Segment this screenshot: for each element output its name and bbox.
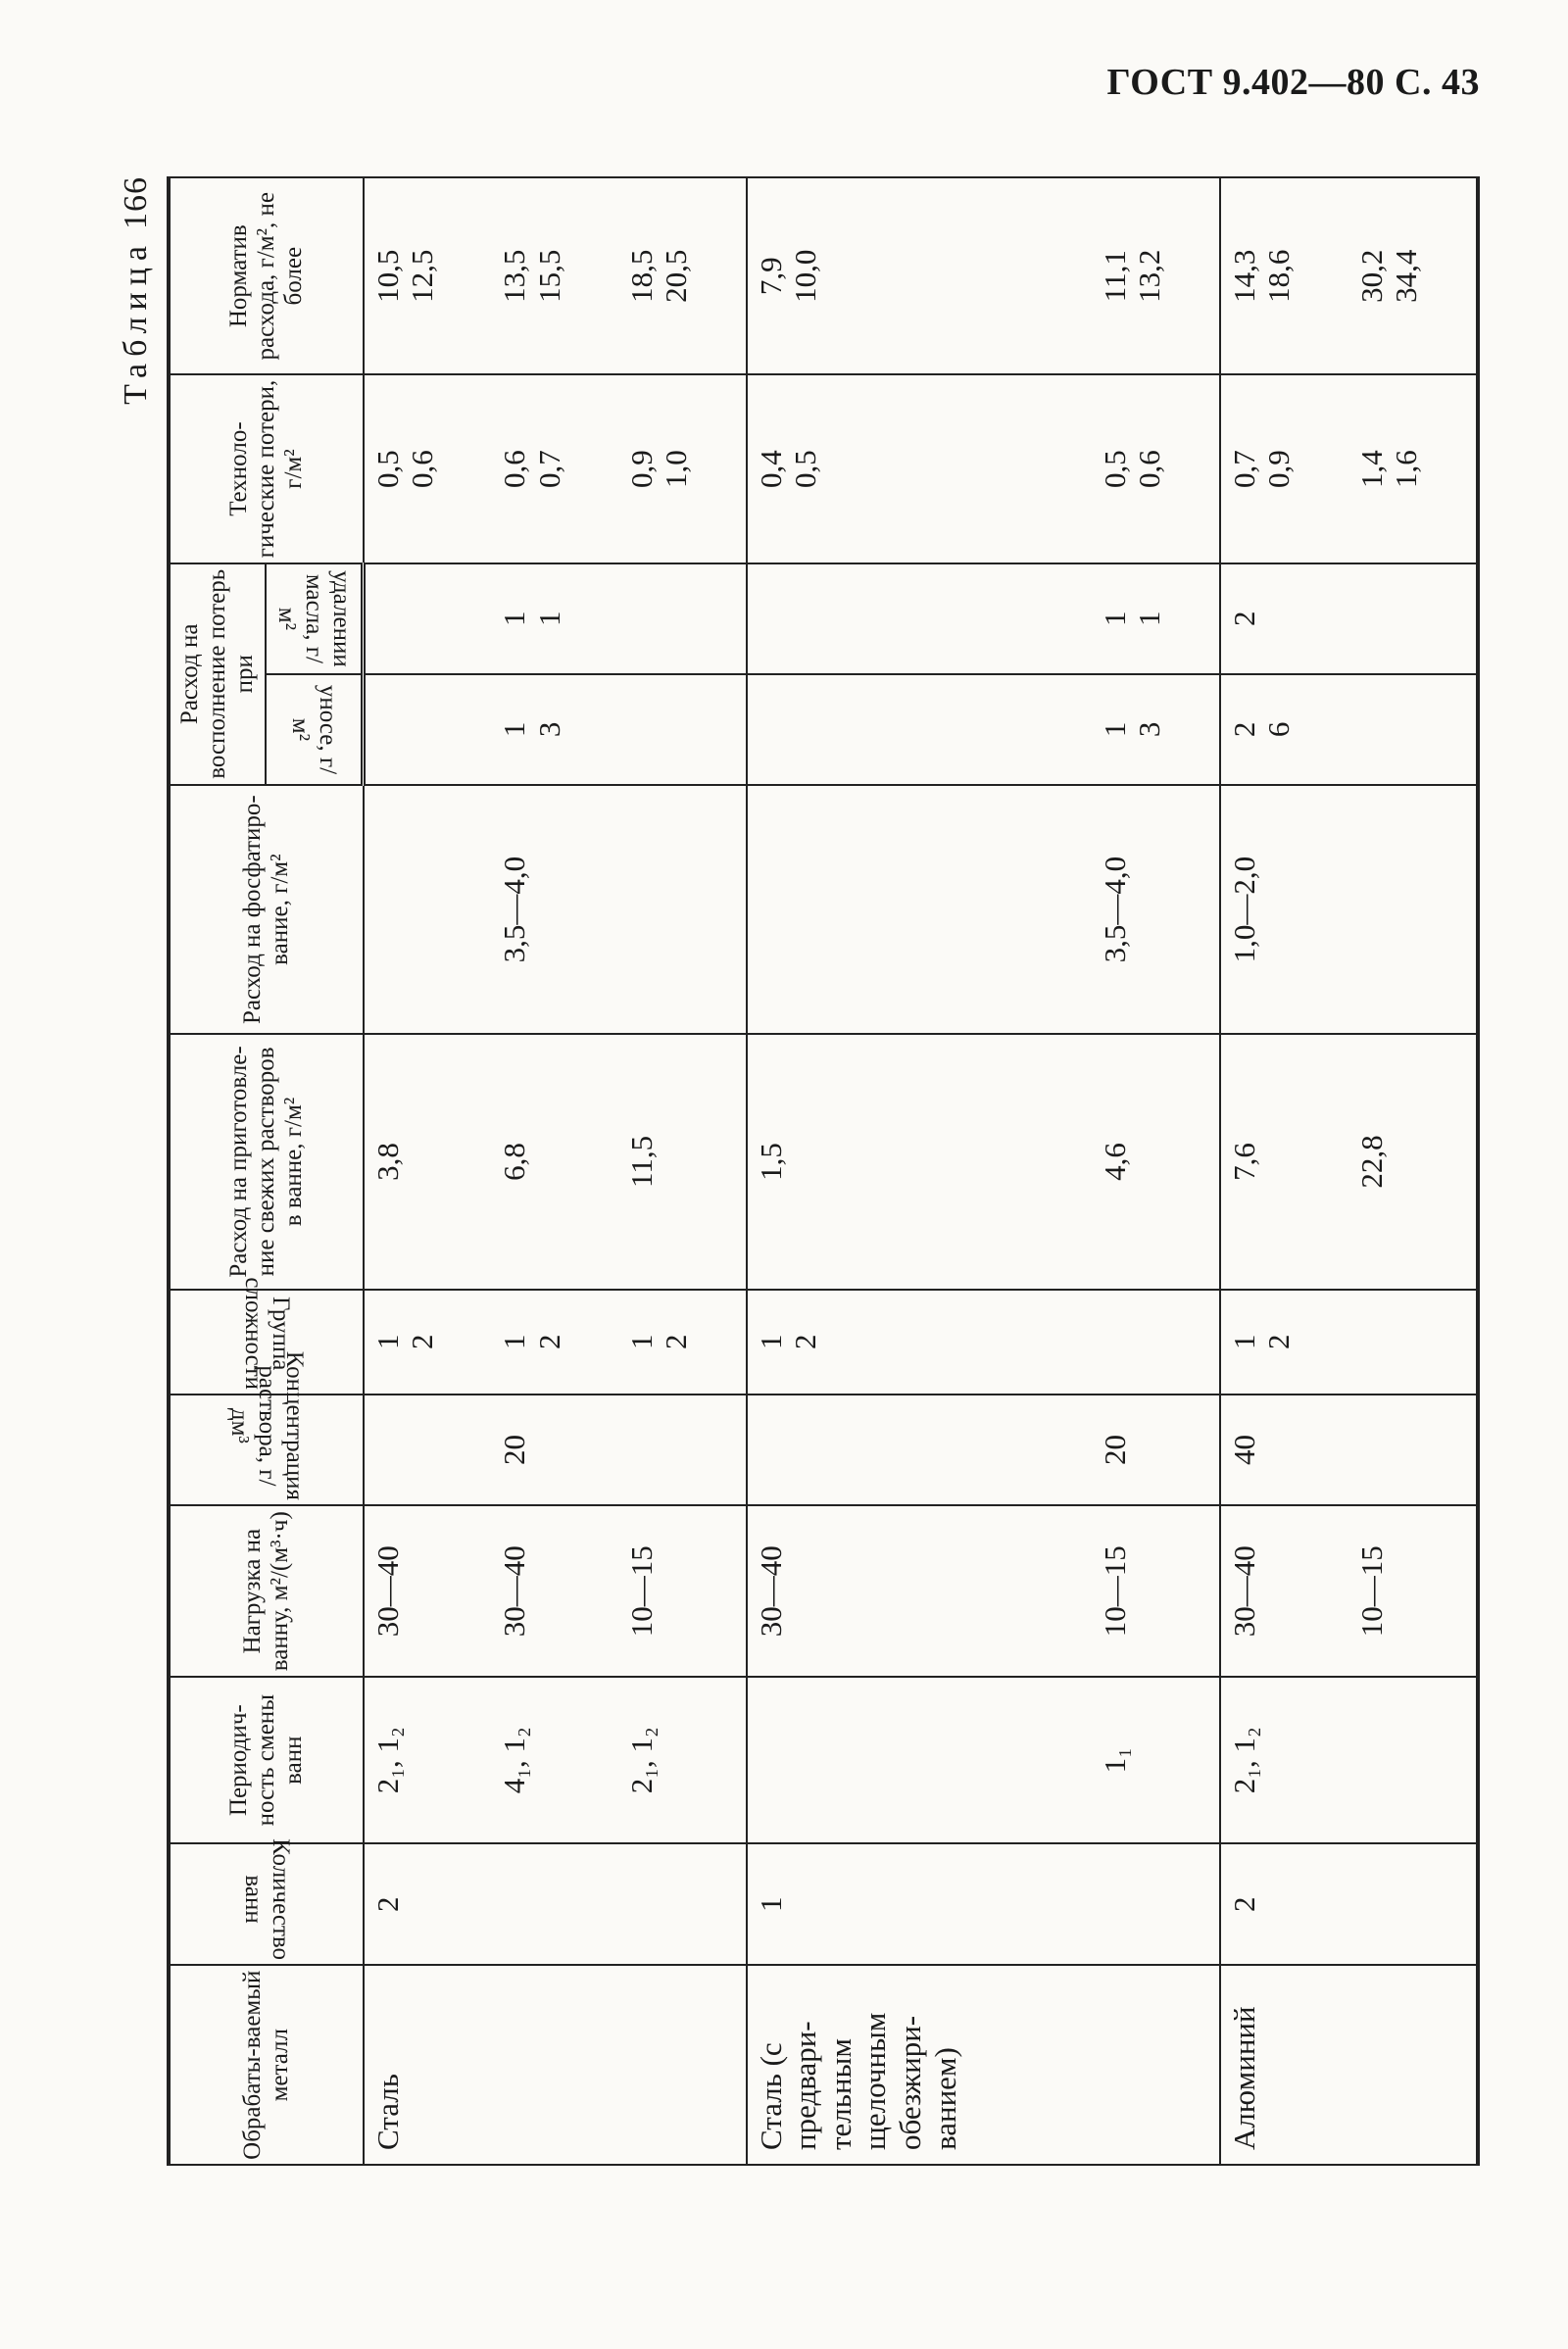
cell-load: 10—15 — [1092, 1505, 1220, 1677]
col-metal-header: Обрабаты-ваемый металл — [169, 1965, 364, 2165]
cell-load: 30—40 — [1220, 1505, 1348, 1677]
cell-carryover: 1 3 — [1092, 674, 1220, 785]
col-complexity-group-header: Группа сложности — [169, 1290, 364, 1395]
cell-load: 30—40 — [364, 1505, 492, 1677]
cell-bath-count: 2 — [364, 1843, 492, 1965]
page-header: ГОСТ 9.402—80 С. 43 — [1106, 62, 1480, 103]
col-change-period-header: Периодич-ность смены ванн — [169, 1677, 364, 1843]
cell-carryover — [1348, 674, 1479, 785]
cell-tech-losses: 0,7 0,9 — [1220, 374, 1348, 563]
cell-carryover: 1 3 — [491, 674, 617, 785]
cell-concentration — [1348, 1395, 1479, 1505]
cell-concentration — [747, 1395, 1092, 1505]
cell-metal: Сталь (с предвари-тельным щелочным обезжири-ванием) — [747, 1965, 1092, 2165]
cell-tech-losses: 1,4 1,6 — [1348, 374, 1479, 563]
cell-concentration: 20 — [1092, 1395, 1220, 1505]
cell-change-period: 2₁, 1₂ — [618, 1677, 747, 1843]
cell-complexity-group — [1092, 1290, 1220, 1395]
cell-metal: Алюминий — [1220, 1965, 1348, 2165]
cell-metal: Сталь — [364, 1965, 492, 2165]
cell-change-period — [747, 1677, 1092, 1843]
cell-phosphating — [618, 785, 747, 1034]
cell-oil-removal — [618, 563, 747, 674]
cell-norm: 30,2 34,4 — [1348, 177, 1479, 374]
consumption-table — [167, 176, 1480, 2166]
cell-bath-count — [491, 1843, 617, 1965]
cell-complexity-group: 1 2 — [618, 1290, 747, 1395]
cell-fresh-solution: 1,5 — [747, 1034, 1092, 1289]
cell-norm: 14,3 18,6 — [1220, 177, 1348, 374]
col-norm-header: Норматив расхода, г/м², не более — [169, 177, 364, 374]
cell-bath-count: 2 — [1220, 1843, 1348, 1965]
cell-concentration: 40 — [1220, 1395, 1348, 1505]
cell-bath-count: 1 — [747, 1843, 1092, 1965]
cell-metal — [618, 1965, 747, 2165]
cell-fresh-solution: 11,5 — [618, 1034, 747, 1289]
cell-tech-losses: 0,5 0,6 — [1092, 374, 1220, 563]
cell-change-period: 1₁ — [1092, 1677, 1220, 1843]
cell-load: 30—40 — [491, 1505, 617, 1677]
table-title — [118, 176, 157, 405]
cell-oil-removal — [364, 563, 492, 674]
cell-tech-losses: 0,5 0,6 — [364, 374, 492, 563]
cell-complexity-group: 1 2 — [747, 1290, 1092, 1395]
cell-change-period: 2₁, 1₂ — [1220, 1677, 1348, 1843]
cell-phosphating — [364, 785, 492, 1034]
cell-fresh-solution: 3,8 — [364, 1034, 492, 1289]
col-tech-losses-header: Техноло-гические потери, г/м² — [169, 374, 364, 563]
cell-norm: 10,5 12,5 — [364, 177, 492, 374]
cell-load: 10—15 — [618, 1505, 747, 1677]
cell-load: 30—40 — [747, 1505, 1092, 1677]
col-load-header: Нагрузка на ванну, м²/(м³·ч) — [169, 1505, 364, 1677]
cell-bath-count — [1092, 1843, 1220, 1965]
cell-complexity-group — [1348, 1290, 1479, 1395]
cell-oil-removal: 1 1 — [491, 563, 617, 674]
col-fresh-solution-header: Расход на приготовле-ние свежих растворов в ванне, г/м² — [169, 1034, 364, 1289]
cell-carryover — [618, 674, 747, 785]
cell-fresh-solution: 7,6 — [1220, 1034, 1348, 1289]
cell-oil-removal — [1348, 563, 1479, 674]
cell-phosphating: 3,5—4,0 — [1092, 785, 1220, 1034]
cell-carryover — [364, 674, 492, 785]
cell-oil-removal: 2 — [1220, 563, 1348, 674]
cell-concentration — [364, 1395, 492, 1505]
col-oil-removal-header: удалении масла, г/м² — [266, 563, 364, 674]
cell-fresh-solution: 4,6 — [1092, 1034, 1220, 1289]
table-title-number: 166 — [118, 176, 154, 229]
cell-change-period: 4₁, 1₂ — [491, 1677, 617, 1843]
cell-concentration — [618, 1395, 747, 1505]
cell-tech-losses: 0,6 0,7 — [491, 374, 617, 563]
cell-bath-count — [1348, 1843, 1479, 1965]
cell-phosphating: 3,5—4,0 — [491, 785, 617, 1034]
cell-load: 10—15 — [1348, 1505, 1479, 1677]
cell-metal — [1092, 1965, 1220, 2165]
cell-change-period — [1348, 1677, 1479, 1843]
cell-norm: 7,9 10,0 — [747, 177, 1092, 374]
col-carryover-header: уносе, г/м² — [266, 674, 364, 785]
cell-phosphating: 1,0—2,0 — [1220, 785, 1348, 1034]
cell-carryover: 2 6 — [1220, 674, 1348, 785]
cell-phosphating — [1348, 785, 1479, 1034]
table-title-label: Таблица — [118, 239, 154, 405]
cell-concentration: 20 — [491, 1395, 617, 1505]
cell-phosphating — [747, 785, 1092, 1034]
cell-tech-losses: 0,9 1,0 — [618, 374, 747, 563]
rotated-table-block — [118, 176, 1480, 2166]
cell-oil-removal: 1 1 — [1092, 563, 1220, 674]
col-concentration-header: Концентрация раствора, г/дм³ — [169, 1395, 364, 1505]
cell-complexity-group: 1 2 — [1220, 1290, 1348, 1395]
cell-norm: 18,5 20,5 — [618, 177, 747, 374]
cell-norm: 13,5 15,5 — [491, 177, 617, 374]
cell-bath-count — [618, 1843, 747, 1965]
cell-carryover — [747, 674, 1092, 785]
cell-complexity-group: 1 2 — [364, 1290, 492, 1395]
cell-metal — [1348, 1965, 1479, 2165]
cell-oil-removal — [747, 563, 1092, 674]
cell-tech-losses: 0,4 0,5 — [747, 374, 1092, 563]
cell-fresh-solution: 22,8 — [1348, 1034, 1479, 1289]
cell-fresh-solution: 6,8 — [491, 1034, 617, 1289]
col-phosphating-header: Расход на фосфатиро-вание, г/м² — [169, 785, 364, 1034]
col-bath-count-header: Количество ванн — [169, 1843, 364, 1965]
cell-metal — [491, 1965, 617, 2165]
cell-complexity-group: 1 2 — [491, 1290, 617, 1395]
cell-norm: 11,1 13,2 — [1092, 177, 1220, 374]
col-replenishment-header: Расход на восполнение потерь при — [169, 563, 266, 785]
cell-change-period: 2₁, 1₂ — [364, 1677, 492, 1843]
